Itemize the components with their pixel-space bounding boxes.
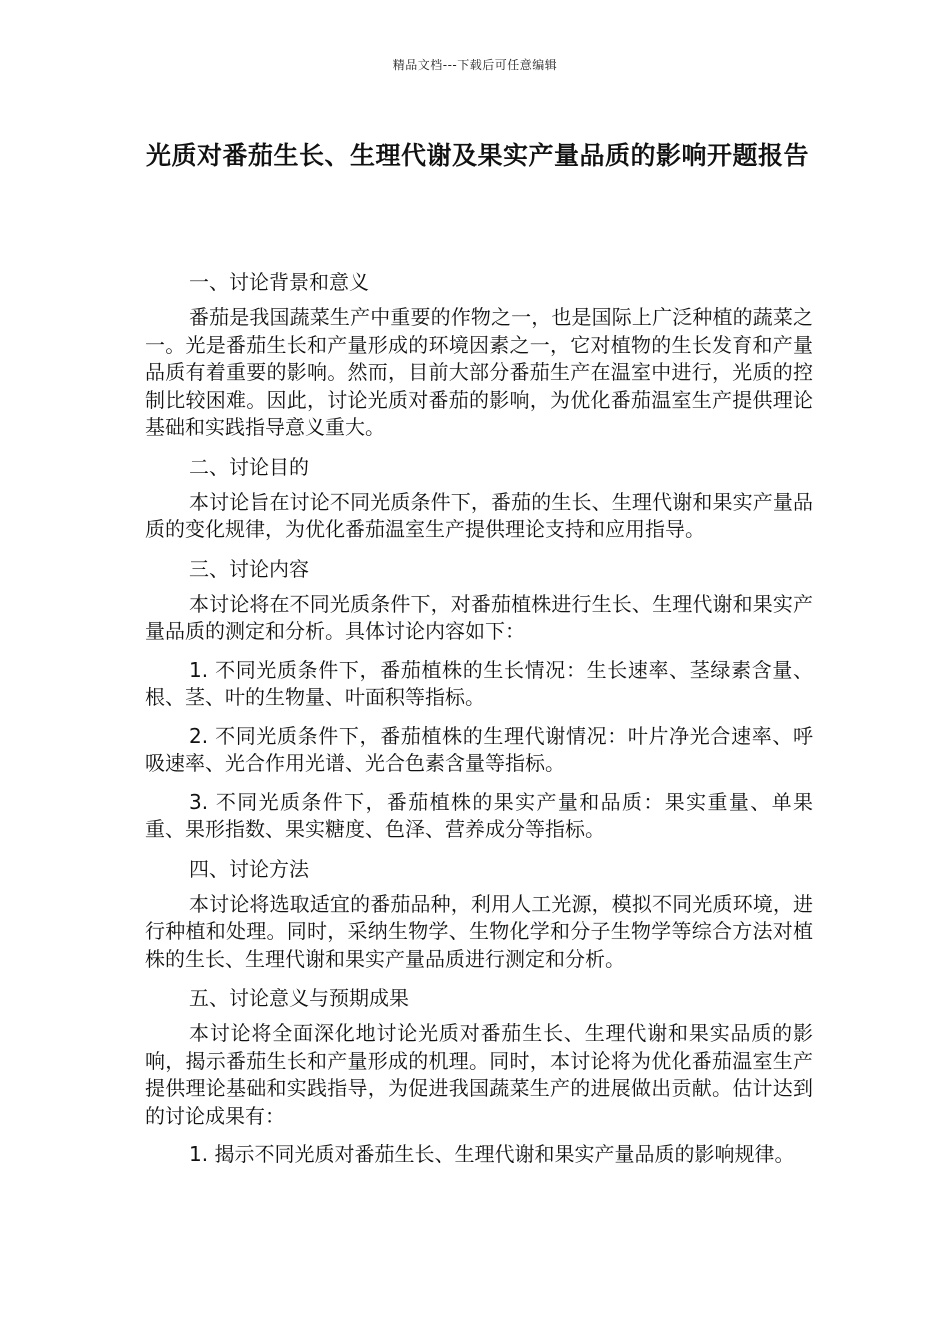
paragraph-content-intro: 本讨论将在不同光质条件下，对番茄植株进行生长、生理代谢和果实产量品质的测定和分析。具体讨论内容如下： <box>145 591 813 643</box>
paragraph-significance: 本讨论将全面深化地讨论光质对番茄生长、生理代谢和果实品质的影响，揭示番茄生长和产量形成的机理。同时，本讨论将为优化番茄温室生产提供理论基础和实践指导，为促进我国蔬菜生产的进展做出贡献。估计达到的讨论成果有： <box>145 1021 813 1128</box>
section-heading-method: 四、讨论方法 <box>189 856 309 881</box>
section-heading-content: 三、讨论内容 <box>189 556 309 581</box>
list-item-yield-quality: 3. 不同光质条件下，番茄植株的果实产量和品质：果实重量、单果重、果形指数、果实糖度、色泽、营养成分等指标。 <box>145 789 813 841</box>
page-header-note: 精品文档---下载后可任意编辑 <box>392 58 558 72</box>
paragraph-method: 本讨论将选取适宜的番茄品种，利用人工光源，模拟不同光质环境，进行种植和处理。同时，采纳生物学、生物化学和分子生物学等综合方法对植株的生长、生理代谢和果实产量品质进行测定和分析。 <box>145 891 813 971</box>
document-body <box>145 268 813 1180</box>
list-item-growth: 1. 不同光质条件下，番茄植株的生长情况：生长速率、茎绿素含量、根、茎、叶的生物量、叶面积等指标。 <box>145 657 813 709</box>
section-heading-significance: 五、讨论意义与预期成果 <box>189 986 409 1010</box>
list-item-metabolism: 2. 不同光质条件下，番茄植株的生理代谢情况：叶片净光合速率、呼吸速率、光合作用光谱、光合色素含量等指标。 <box>145 723 813 775</box>
paragraph-purpose: 本讨论旨在讨论不同光质条件下，番茄的生长、生理代谢和果实产量品质的变化规律，为优化番茄温室生产提供理论支持和应用指导。 <box>145 489 813 541</box>
section-heading-purpose: 二、讨论目的 <box>189 454 309 479</box>
document-title: 光质对番茄生长、生理代谢及果实产量品质的影响开题报告 <box>145 141 809 170</box>
section-heading-background: 一、讨论背景和意义 <box>189 270 369 294</box>
paragraph-background: 番茄是我国蔬菜生产中重要的作物之一，也是国际上广泛种植的蔬菜之一。光是番茄生长和产量形成的环境因素之一，它对植物的生长发育和产量品质有着重要的影响。然而，目前大部分番茄生产在温室中进行，光质的控制比较困难。因此，讨论光质对番茄的影响，为优化番茄温室生产提供理论基础和实践指导意义重大。 <box>145 305 813 439</box>
list-item-expected-result: 1. 揭示不同光质对番茄生长、生理代谢和果实产量品质的影响规律。 <box>189 1142 795 1166</box>
